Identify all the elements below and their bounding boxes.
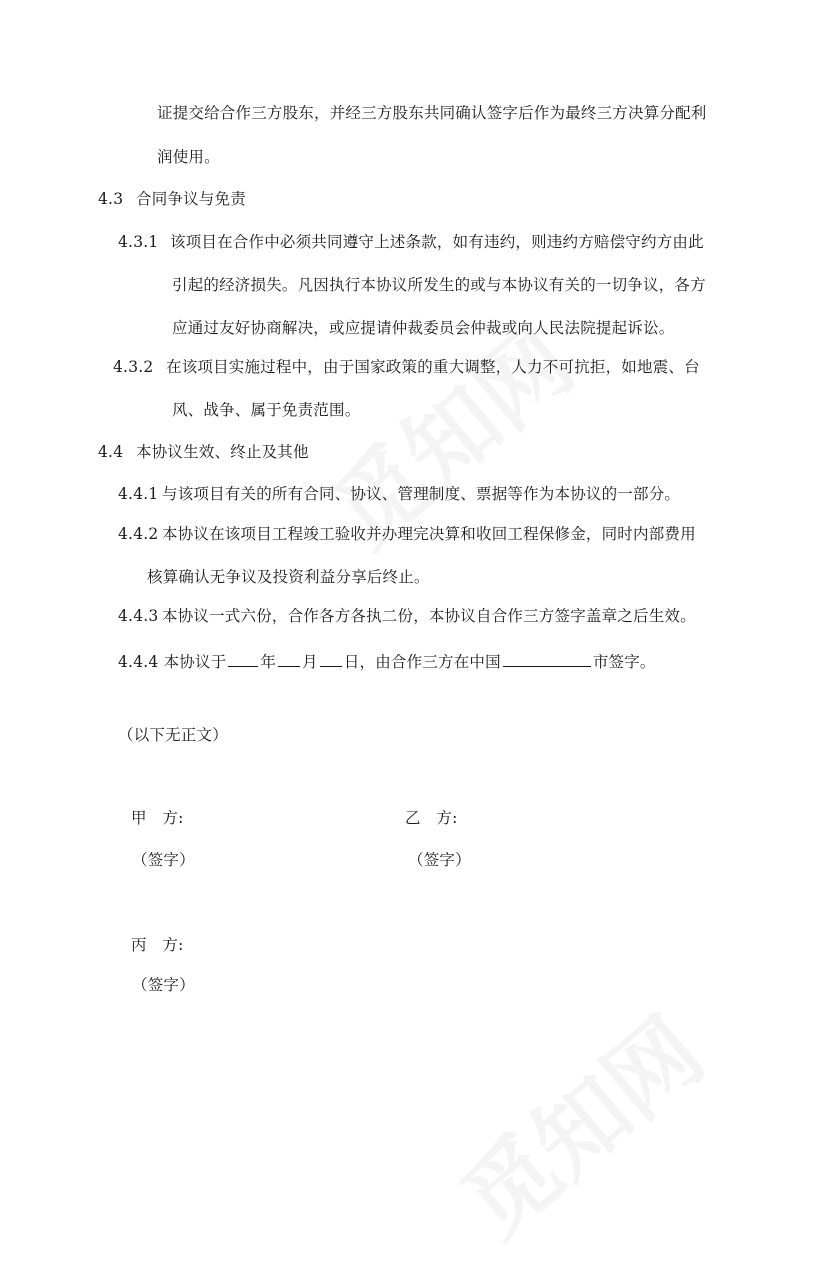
clause-4-4-2-line-1 [118,524,696,544]
clause-4-3-1-line-2: 引起的经济损失。凡因执行本协议所发生的或与本协议有关的一切争议，各方 [172,276,706,294]
year-blank[interactable] [228,650,258,667]
party-a-signature: （签字） [132,851,195,869]
clause-text-prefix: 本协议于 [163,653,227,671]
party-a-label: 甲 方: [131,809,184,827]
year-label: 年 [260,653,277,671]
party-c-label: 丙 方: [131,936,184,954]
party-c-signature: （签字） [132,976,195,994]
party-b-label: 乙 方: [405,809,458,827]
watermark-text-lower [430,983,726,1261]
clause-4-4-3 [118,606,696,626]
clause-text: 该项目在合作中必须共同遵守上述条款，如有违约，则违约方赔偿守约方由此 [170,233,704,251]
party-b-signature: （签字） [408,851,471,869]
section-4-3-heading [98,189,246,209]
section-number: 4.4 [98,443,124,461]
clause-4-3-1-line-1 [118,232,704,252]
clause-text: 本协议一式六份，合作各方各执二份，本协议自合作三方签字盖章之后生效。 [162,607,696,625]
section-title: 合同争议与免责 [136,190,246,208]
city-suffix: 市签字。 [592,653,656,671]
month-blank[interactable] [278,650,300,667]
clause-number: 4.3.2 [113,358,154,376]
clause-number: 4.4.1 [118,485,159,503]
clause-number: 4.4.4 [118,653,159,671]
no-more-text-note: （以下无正文） [118,726,228,744]
clause-4-3-2-line-1 [113,357,700,377]
clause-4-3-2-line-2: 风、战争、属于免责范围。 [172,401,361,419]
section-4-2-line-2: 润使用。 [157,148,220,166]
clause-4-4-2-line-2: 核算确认无争议及投资利益分享后终止。 [147,568,430,586]
clause-text: 本协议在该项目工程竣工验收并办理完决算和收回工程保修金，同时内部费用 [162,525,696,543]
clause-number: 4.4.3 [118,607,159,625]
day-label: 日，由合作三方在中国 [343,653,501,671]
clause-number: 4.3.1 [118,233,159,251]
section-4-4-heading [98,442,309,462]
section-4-2-line-1: 证提交给合作三方股东，并经三方股东共同确认签字后作为最终三方决算分配利 [157,104,707,122]
clause-text: 与该项目有关的所有合同、协议、管理制度、票据等作为本协议的一部分。 [162,485,681,503]
clause-4-3-1-line-3: 应通过友好协商解决，或应提请仲裁委员会仲裁或向人民法院提起诉讼。 [172,319,675,337]
clause-4-4-4 [118,650,656,672]
section-number: 4.3 [98,190,124,208]
clause-number: 4.4.2 [118,525,159,543]
city-blank[interactable] [503,650,591,667]
section-title: 本协议生效、终止及其他 [136,443,309,461]
day-blank[interactable] [320,650,342,667]
clause-4-4-1 [118,484,680,504]
month-label: 月 [302,653,318,671]
clause-text: 在该项目实施过程中，由于国家政策的重大调整，人力不可抗拒，如地震、台 [166,358,700,376]
